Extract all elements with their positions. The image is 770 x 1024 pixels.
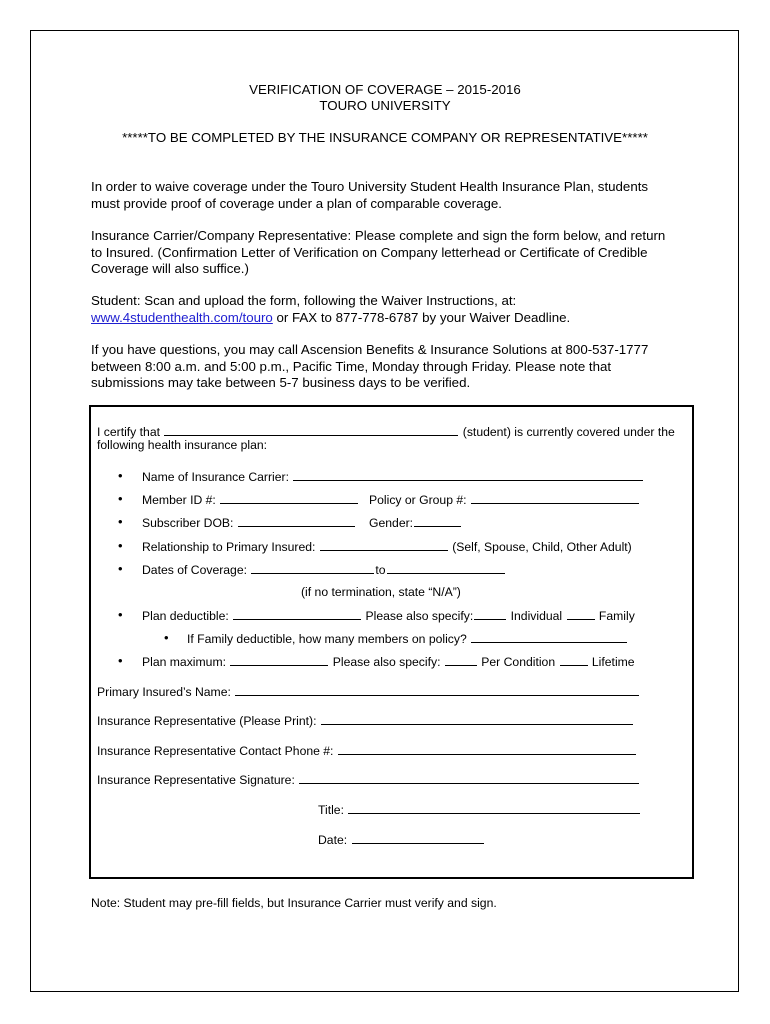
primary-insured-row: Primary Insured’s Name: [97,684,640,699]
policy-row: Policy or Group #: [369,492,640,507]
certify-line: I certify that (student) is currently covered under the [97,425,675,439]
maximum-row: Plan maximum: Please also specify: Per Condition Lifetime [142,655,635,669]
title-row: Title: [318,802,641,817]
waiver-link[interactable]: www.4studenthealth.com/touro [91,309,273,325]
title-field[interactable] [348,802,640,814]
per-condition-field[interactable] [445,654,477,666]
individual-field[interactable] [474,608,506,620]
primary-insured-field[interactable] [235,684,639,696]
bullet: • [118,468,123,483]
member-id-field[interactable] [220,492,358,504]
rep-print-field[interactable] [321,713,633,725]
bullet: • [118,514,123,529]
intro-paragraph-2: Insurance Carrier/Company Representative: Please complete and sign the form below, and return to Insured. (Confirmation Letter of Verification on Company letterhead or Certificate of Credible Coverage will also suffice.) [91,228,666,276]
maximum-field[interactable] [230,654,328,666]
form-title: VERIFICATION OF COVERAGE – 2015-2016 [249,82,521,97]
intro-paragraph-3: Student: Scan and upload the form, following the Waiver Instructions, at: www.4studenthealth.com/touro or FAX to 877-778-6787 by your Waiver Deadline. [91,293,571,325]
rep-signature-field[interactable] [299,772,639,784]
no-termination-note: (if no termination, state “N/A”) [301,585,461,599]
dates-row: Dates of Coverage: to [142,562,506,577]
member-row: Member ID #: [142,492,359,507]
intro-paragraph-4: If you have questions, you may call Ascension Benefits & Insurance Solutions at 800-537-1777 between 8:00 a.m. and 5:00 p.m., Pacific Time, Monday through Friday. Please note that submissions may take between 5-7 business days to be verified. [91,342,649,390]
coverage-start-field[interactable] [251,562,374,574]
bullet: • [118,561,123,576]
certify-line-2: following health insurance plan: [97,438,268,452]
bullet: • [118,491,123,506]
family-members-field[interactable] [471,631,627,643]
family-field[interactable] [567,608,595,620]
coverage-end-field[interactable] [387,562,505,574]
policy-group-field[interactable] [471,492,639,504]
rep-signature-row: Insurance Representative Signature: [97,772,640,787]
rep-phone-row: Insurance Representative Contact Phone #: [97,743,637,758]
carrier-field[interactable] [293,469,643,481]
student-name-field[interactable] [164,424,458,436]
footer-note: Note: Student may pre-fill fields, but Insurance Carrier must verify and sign. [91,896,497,910]
university-name: TOURO UNIVERSITY [319,98,451,113]
date-row: Date: [318,832,485,847]
completion-instruction: *****TO BE COMPLETED BY THE INSURANCE COMPANY OR REPRESENTATIVE***** [122,130,648,145]
bullet: • [118,607,123,622]
rep-phone-field[interactable] [338,743,636,755]
bullet: • [118,538,123,553]
intro-paragraph-1: In order to waive coverage under the Touro University Student Health Insurance Plan, students must provide proof of coverage under a plan of comparable coverage. [91,179,649,211]
carrier-row: Name of Insurance Carrier: [142,469,644,484]
bullet: • [164,630,169,645]
deductible-row: Plan deductible: Please also specify: Individual Family [142,609,635,623]
family-members-row: If Family deductible, how many members on policy? [187,631,628,646]
gender-row: Gender: [369,515,462,530]
bullet: • [118,653,123,668]
subscriber-dob-field[interactable] [238,515,355,527]
dob-row: Subscriber DOB: [142,515,356,530]
gender-field[interactable] [414,515,461,527]
relationship-row: Relationship to Primary Insured: (Self, Spouse, Child, Other Adult) [142,540,632,554]
lifetime-field[interactable] [560,654,588,666]
rep-print-row: Insurance Representative (Please Print): [97,713,634,728]
deductible-field[interactable] [233,608,361,620]
relationship-field[interactable] [320,539,448,551]
date-field[interactable] [352,832,484,844]
